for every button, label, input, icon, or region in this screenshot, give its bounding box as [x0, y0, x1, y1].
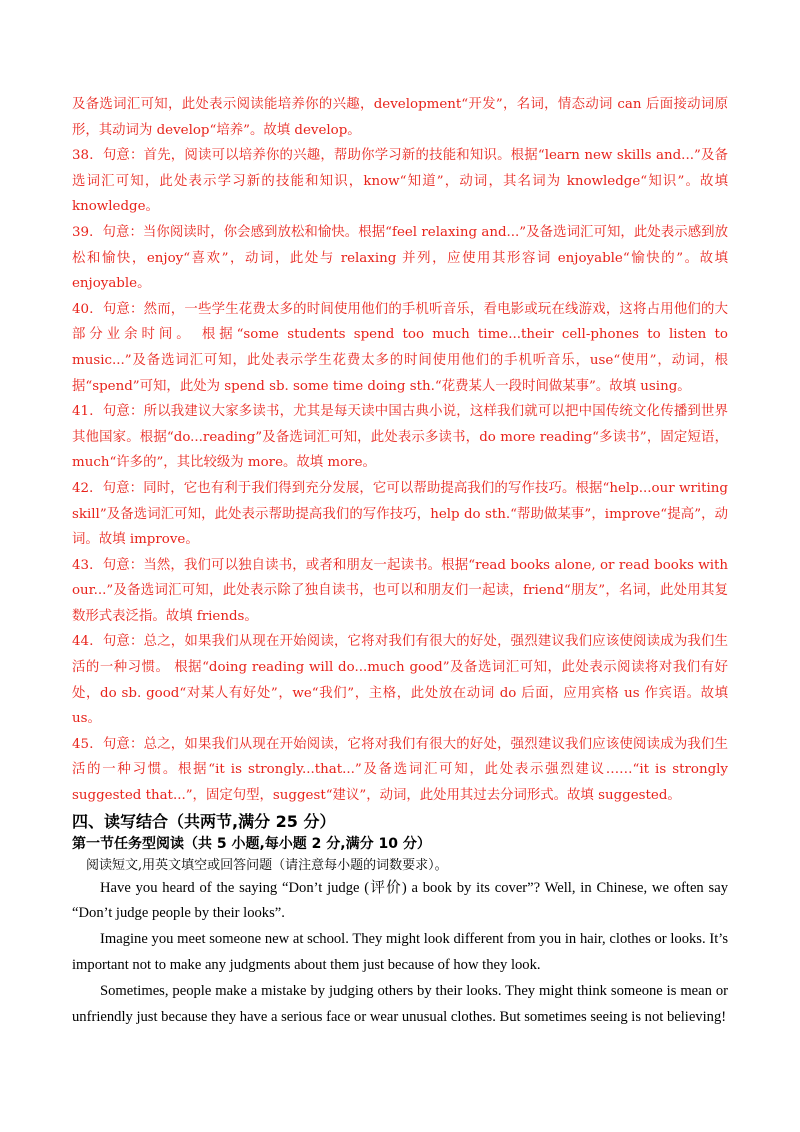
passage-paragraph-1: Have you heard of the saying “Don’t judge (评价) a book by its cover”? Well, in Chinese, we often say “Don’t judge people by their looks”. [72, 879, 728, 922]
answer-explanation-38: 38．句意：首先，阅读可以培养你的兴趣，帮助你学习新的技能和知识。根据“learn new skills and...”及备选词汇可知，此处表示学习新的技能和知识，know“知道”，动词，其名词为 knowledge“知识”。故填 knowledge。 [72, 148, 728, 215]
answer-explanation-37: 及备选词汇可知，此处表示阅读能培养你的兴趣，development“开发”，名词，情态动词 can 后面接动词原形，其动词为 develop“培养”。故填 develop。 [72, 97, 728, 138]
passage-paragraph-3: Sometimes, people make a mistake by judging others by their looks. They might think someone is mean or unfriendly just because they have a serious face or wear unusual clothes. But sometimes seeing is not believing! [72, 982, 728, 1025]
answer-explanation-41: 41．句意：所以我建议大家多读书，尤其是每天读中国古典小说，这样我们就可以把中国传统文化传播到世界其他国家。根据“do...reading”及备选词汇可知，此处表示多读书，do more reading“多读书”，固定短语，much“许多的”，其比较级为 more。故填 more。 [72, 404, 728, 471]
answer-explanation-42: 42．句意：同时，它也有利于我们得到充分发展，它可以帮助提高我们的写作技巧。根据“help...our writing skill”及备选词汇可知，此处表示帮助提高我们的写作技巧，help do sth.“帮助做某事”，improve“提高”，动词。故填 improve。 [72, 480, 728, 548]
answer-explanation-45: 45．句意：总之，如果我们从现在开始阅读，它将对我们有很大的好处，强烈建议我们应该使阅读成为我们生活的一种习惯。根据“it is strongly...that...”及备选词汇可知，此处表示强烈建议……“it is strongly suggested that...”，固定句型，suggest“建议”，动词，此处用其过去分词形式。故填 suggested。 [72, 736, 728, 804]
instruction-text: 阅读短文,用英文填空或回答问题（请注意每小题的词数要求）。 [86, 857, 448, 873]
answer-explanation-44: 44．句意：总之，如果我们从现在开始阅读，它将对我们有很大的好处，强烈建议我们应该使阅读成为我们生活的一种习惯。 根据“doing reading will do...much good”及备选词汇可知，此处表示阅读将对我们有好处，do sb. good“对某人有好处”，we“我们”，主格，此处放在动词 do 后面，应用宾格 us 作宾语。故填 us。 [72, 634, 728, 727]
answer-explanation-43: 43．句意：当然，我们可以独自读书，或者和朋友一起读书。根据“read books alone, or read books with our...”及备选词汇可知，此处表示除了独自读书，也可以和朋友们一起读，friend“朋友”，名词，此处用其复数形式表泛指。故填 friends。 [72, 557, 728, 624]
passage-paragraph-2: Imagine you meet someone new at school. They might look different from you in hair, clothes or looks. It’s important not to make any judgments about them just because of how they look. [72, 931, 728, 974]
answer-explanation-39: 39．句意：当你阅读时，你会感到放松和愉快。根据“feel relaxing and...”及备选词汇可知，此处表示感到放松和愉快，enjoy“喜欢”，动词，此处与 relaxing 并列，应使用其形容词 enjoyable“愉快的”。故填 enjoyable。 [72, 224, 728, 292]
section-title: 四、读写结合（共两节,满分 25 分） [72, 811, 336, 831]
answer-explanation-40: 40．句意：然而，一些学生花费太多的时间使用他们的手机听音乐，看电影或玩在线游戏，这将占用他们的大部分业余时间。 根据“some students spend too much time...their cell-phones to listen to music...”及备选词汇可知，此处表示学生花费太多的时间使用他们的手机听音乐，use“使用”，动词，根据“spend”可知，此处为 spend sb. some time doing sth.“花费某人一段时间做某事”。故填 using。 [72, 301, 728, 394]
subsection-title: 第一节任务型阅读（共 5 小题,每小题 2 分,满分 10 分） [72, 835, 431, 852]
